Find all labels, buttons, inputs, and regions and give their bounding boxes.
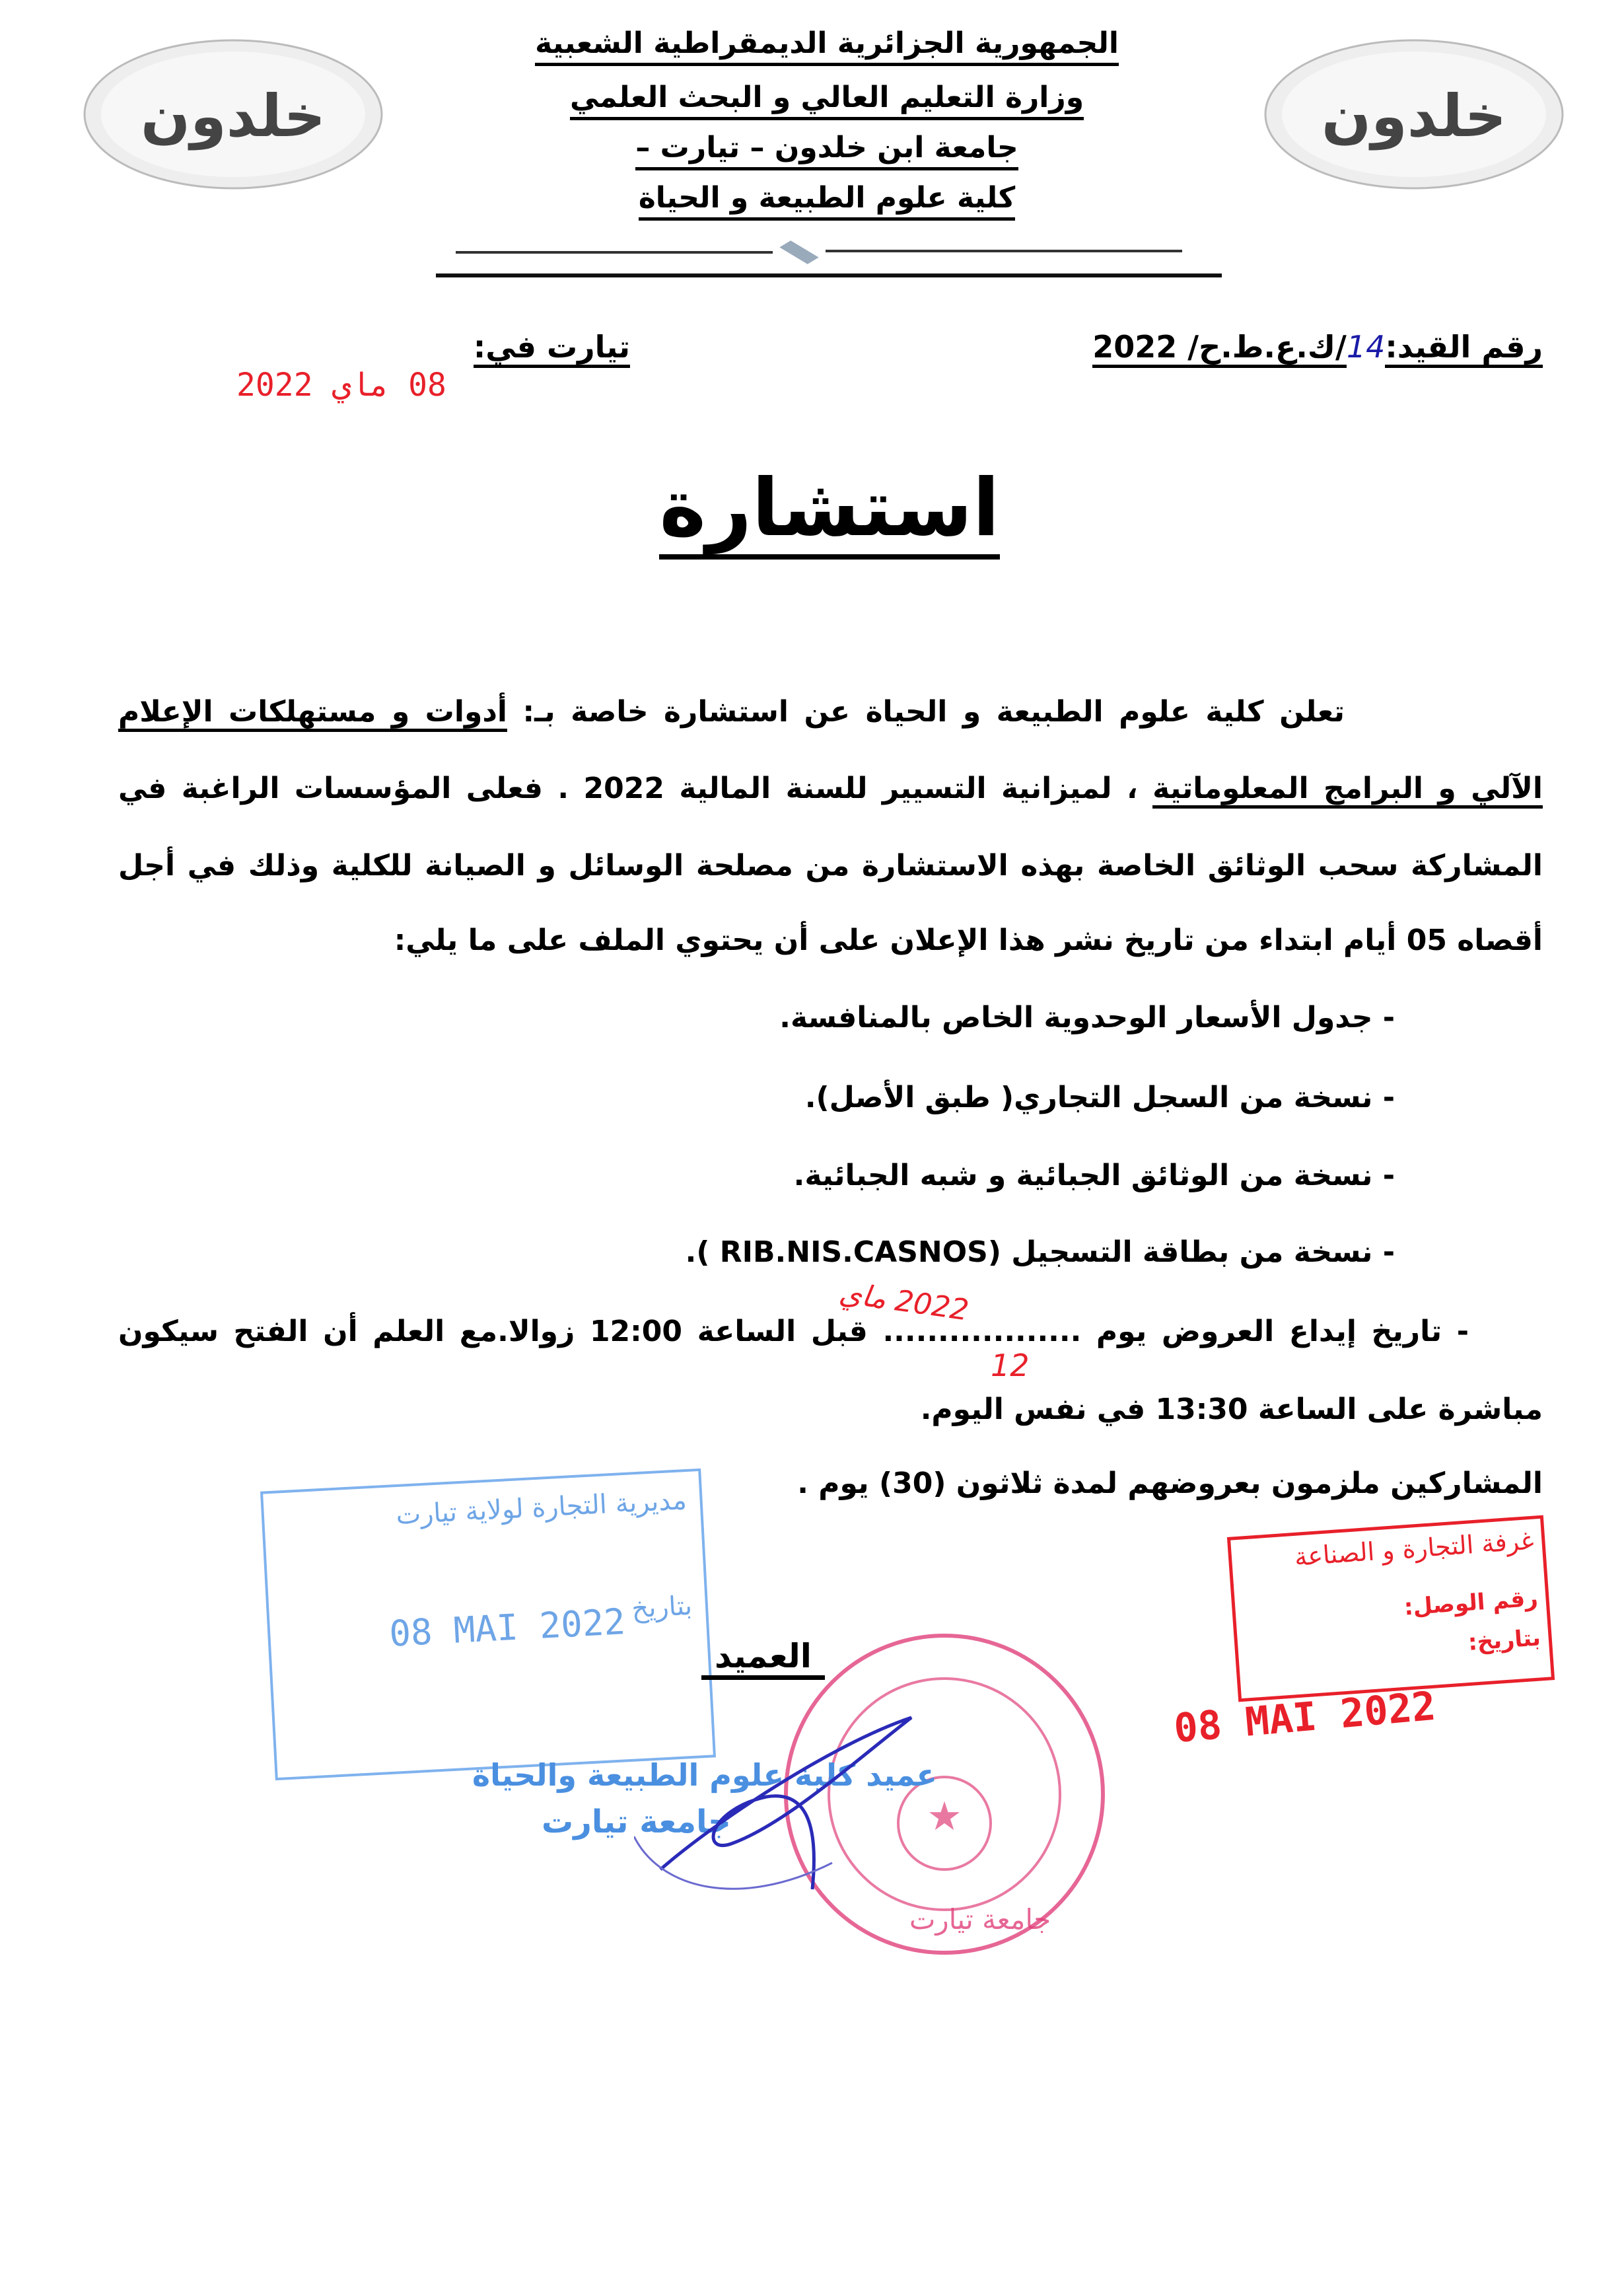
commerce-directorate-stamp: مديرية التجارة لولاية تيارت بتاريخ 08 MAI 2022 <box>260 1469 716 1780</box>
divider <box>456 251 773 254</box>
handwritten-signature <box>634 1691 964 1905</box>
place-date-label: تيارت في: <box>474 329 630 365</box>
dean-stamp-line-2: جامعة تيارت <box>542 1803 731 1840</box>
divider <box>436 273 1222 277</box>
logo-text: خلدون <box>141 82 326 150</box>
handwritten-month: 2022 ماي <box>837 1276 971 1328</box>
date-stamp: 08 ماي 2022 <box>236 367 446 404</box>
list-item: - نسخة من بطاقة التسجيل (RIB.NIS.CASNOS ). <box>685 1235 1395 1269</box>
list-item: - نسخة من السجل التجاري( طبق الأصل). <box>804 1081 1395 1114</box>
svg-text:★: ★ <box>927 1794 962 1840</box>
chamber-commerce-stamp: غرفة التجارة و الصناعة رقم الوصل: بتاريخ: <box>1227 1515 1555 1702</box>
header-university: جامعة ابن خلدون – تيارت – <box>0 131 1624 164</box>
header-faculty: كلية علوم الطبيعة و الحياة <box>0 181 1624 215</box>
list-item: - جدول الأسعار الوحدوية الخاص بالمنافسة. <box>779 1001 1395 1034</box>
reference-number: رقم القيد:14/ك.ع.ط.ح/ 2022 <box>1092 329 1543 365</box>
diamond-ornament <box>779 240 818 264</box>
header-ministry: وزارة التعليم العالي و البحث العلمي <box>0 81 1624 114</box>
svg-text:خلدون: خلدون <box>1322 82 1506 150</box>
body-line-3: المشاركة سحب الوثائق الخاصة بهذه الاستشارة من مصلحة الوسائل و الصيانة للكلية وذلك في أجل <box>118 849 1543 883</box>
divider <box>826 250 1182 252</box>
university-logo-right <box>1262 37 1566 192</box>
svg-text:جامعة تيارت: جامعة تيارت <box>909 1903 1051 1936</box>
opening-line: مباشرة على الساعة 13:30 في نفس اليوم. <box>920 1393 1543 1426</box>
header-republic: الجمهورية الجزائرية الديمقراطية الشعبية <box>0 26 1624 60</box>
dean-title: العميد <box>701 1637 825 1675</box>
list-item: - نسخة من الوثائق الجبائية و شبه الجبائية. <box>793 1159 1395 1192</box>
body-line-2: الآلي و البرامج المعلوماتية ، لميزانية التسيير للسنة المالية 2022 . فعلى المؤسسات الراغبة في <box>118 772 1543 805</box>
commitment-line: المشاركين ملزمون بعروضهم لمدة ثلاثون (30) يوم . <box>797 1467 1543 1500</box>
university-logo-left <box>81 37 385 192</box>
page-title: استشارة <box>0 462 1624 554</box>
dean-stamp-line-1: عميد كلية علوم الطبيعة والحياة <box>472 1757 937 1793</box>
body-line-1: تعلن كلية علوم الطبيعة و الحياة عن استشارة خاصة بـ: أدوات و مستهلكات الإعلام <box>118 695 1543 729</box>
handwritten-day: 12 <box>991 1348 1030 1383</box>
body-line-4: أقصاه 05 أيام ابتداء من تاريخ نشر هذا الإعلان على أن يحتوي الملف على ما يلي: <box>394 924 1543 957</box>
chamber-date-stamp: 08 MAI 2022 <box>1172 1683 1438 1753</box>
deadline-line: - تاريخ إيداع العروض يوم .................. قبل الساعة 12:00 زوالا.مع العلم أن الفتح سيكون <box>118 1315 1469 1348</box>
